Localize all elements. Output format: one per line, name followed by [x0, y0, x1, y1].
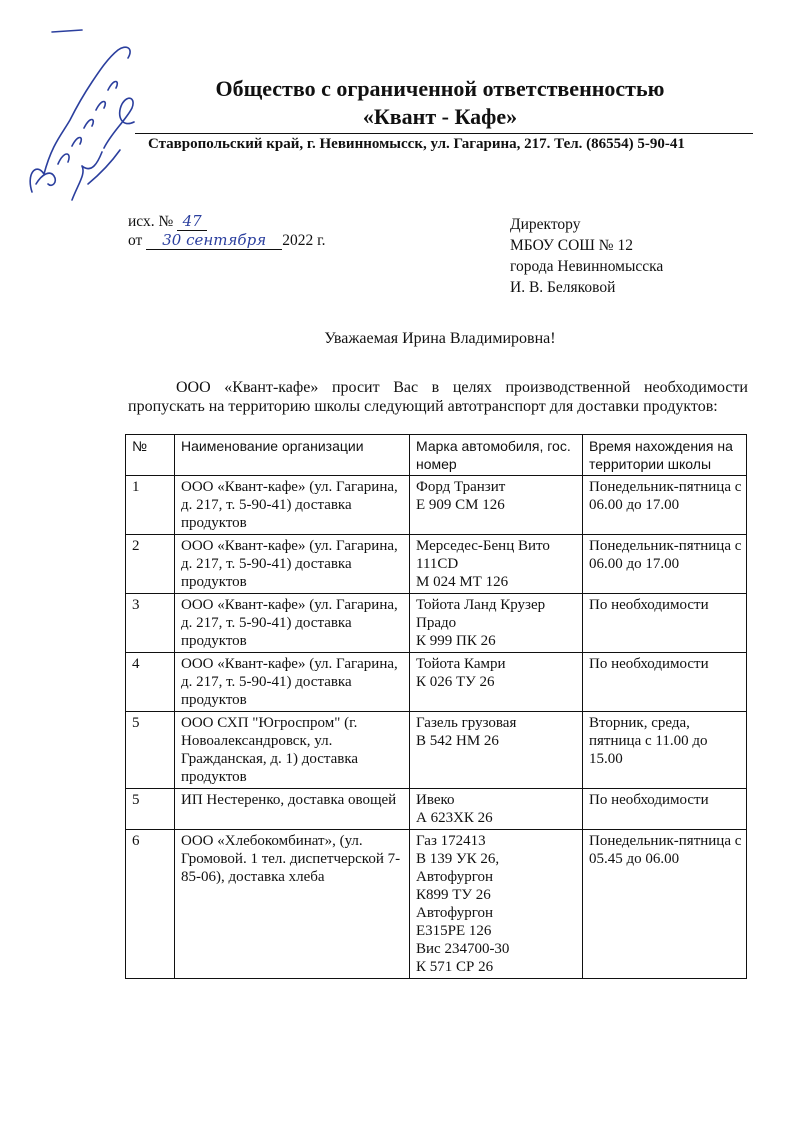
table-row	[126, 476, 747, 535]
vehicle-line: В 139 УК 26,	[416, 851, 500, 867]
cell-number: 1	[126, 476, 175, 535]
cell-time: Понедельник-пятница с 06.00 до 17.00	[583, 476, 747, 535]
cell-organization: ИП Нестеренко, доставка овощей	[175, 789, 410, 830]
vehicle-line: В 542 НМ 26	[416, 733, 499, 749]
table-row	[126, 789, 747, 830]
table-row	[126, 594, 747, 653]
cell-organization: ООО «Квант-кафе» (ул. Гагарина, д. 217, т. 5-90-41) доставка продуктов	[175, 594, 410, 653]
vehicle-line: Тойота Камри	[416, 656, 506, 672]
outgoing-number-label: исх. №	[128, 213, 174, 230]
header-time: Время нахождения на территории школы	[583, 435, 747, 476]
request-text: ООО «Квант-кафе» просит Вас в целях производственной необходимости пропускать на территорию школы следующий автотранспорт для доставки продуктов:	[128, 379, 748, 415]
vehicle-table	[125, 434, 747, 979]
outgoing-number-value: 47	[177, 213, 207, 231]
table-row	[126, 535, 747, 594]
cell-time: Вторник, среда, пятница с 11.00 до 15.00	[583, 712, 747, 789]
cell-vehicle	[410, 476, 583, 535]
table-row	[126, 830, 747, 979]
cell-time: Понедельник-пятница с 06.00 до 17.00	[583, 535, 747, 594]
vehicle-line: К 571 СР 26	[416, 959, 494, 975]
org-name-line1: Общество с ограниченной ответственностью	[215, 76, 665, 101]
date-label: от	[128, 232, 143, 249]
vehicle-line: Тойота Ланд Крузер Прадо	[416, 597, 546, 631]
vehicle-line: Мерседес-Бенц Вито 111CD	[416, 538, 550, 572]
vehicle-line: Автофургон	[416, 869, 494, 885]
cell-number: 2	[126, 535, 175, 594]
addressee-line2: МБОУ СОШ № 12	[510, 237, 633, 254]
cell-time: По необходимости	[583, 653, 747, 712]
vehicle-line: Газель грузовая	[416, 715, 517, 731]
vehicle-line: Газ 172413	[416, 833, 486, 849]
vehicle-line: К 026 ТУ 26	[416, 674, 495, 690]
cell-organization: ООО «Хлебокомбинат», (ул. Громовой. 1 тел. диспетчерской 7-85-06), доставка хлеба	[175, 830, 410, 979]
addressee-block	[510, 214, 663, 298]
vehicle-line: М 024 МТ 126	[416, 574, 509, 590]
addressee-line1: Директору	[510, 216, 581, 233]
table-row	[126, 712, 747, 789]
vehicle-line: К899 ТУ 26	[416, 887, 491, 903]
vehicle-line: Ивеко	[416, 792, 455, 808]
cell-number: 5	[126, 712, 175, 789]
table-header-row	[126, 435, 747, 476]
cell-organization: ООО «Квант-кафе» (ул. Гагарина, д. 217, т. 5-90-41) доставка продуктов	[175, 535, 410, 594]
header-vehicle: Марка автомобиля, гос. номер	[410, 435, 583, 476]
letter-date	[128, 232, 326, 250]
vehicle-line: Е 909 СМ 126	[416, 497, 505, 513]
header-number: №	[126, 435, 175, 476]
cell-number: 3	[126, 594, 175, 653]
header-divider	[135, 133, 753, 134]
cell-number: 5	[126, 789, 175, 830]
addressee-line4: И. В. Беляковой	[510, 279, 616, 296]
header-organization: Наименование организации	[175, 435, 410, 476]
vehicle-line: К 999 ПК 26	[416, 633, 496, 649]
outgoing-number	[128, 213, 207, 231]
cell-vehicle	[410, 535, 583, 594]
greeting: Уважаемая Ирина Владимировна!	[324, 330, 556, 347]
cell-vehicle	[410, 830, 583, 979]
org-address: Ставропольский край, г. Невинномысск, ул. Гагарина, 217. Тел. (86554) 5-90-41	[148, 136, 685, 152]
cell-number: 4	[126, 653, 175, 712]
vehicle-line: Вис 234700-30	[416, 941, 510, 957]
table-row	[126, 653, 747, 712]
date-year: 2022 г.	[282, 232, 326, 249]
cell-vehicle	[410, 594, 583, 653]
cell-time: Понедельник-пятница с 05.45 до 06.00	[583, 830, 747, 979]
vehicle-line: А 623ХК 26	[416, 810, 493, 826]
cell-time: По необходимости	[583, 789, 747, 830]
vehicle-line: Форд Транзит	[416, 479, 506, 495]
date-handwritten: 30 сентября	[146, 232, 282, 250]
cell-vehicle	[410, 712, 583, 789]
vehicle-line: Е315РЕ 126	[416, 923, 492, 939]
addressee-line3: города Невинномысска	[510, 258, 664, 275]
cell-vehicle	[410, 789, 583, 830]
cell-organization: ООО «Квант-кафе» (ул. Гагарина, д. 217, т. 5-90-41) доставка продуктов	[175, 476, 410, 535]
cell-time: По необходимости	[583, 594, 747, 653]
cell-organization: ООО СХП "Югроспром" (г. Новоалександровск, ул. Гражданская, д. 1) доставка продуктов	[175, 712, 410, 789]
vehicle-line: Автофургон	[416, 905, 494, 921]
cell-number: 6	[126, 830, 175, 979]
cell-vehicle	[410, 653, 583, 712]
cell-organization: ООО «Квант-кафе» (ул. Гагарина, д. 217, т. 5-90-41) доставка продуктов	[175, 653, 410, 712]
org-name-line2: «Квант - Кафе»	[362, 104, 518, 129]
